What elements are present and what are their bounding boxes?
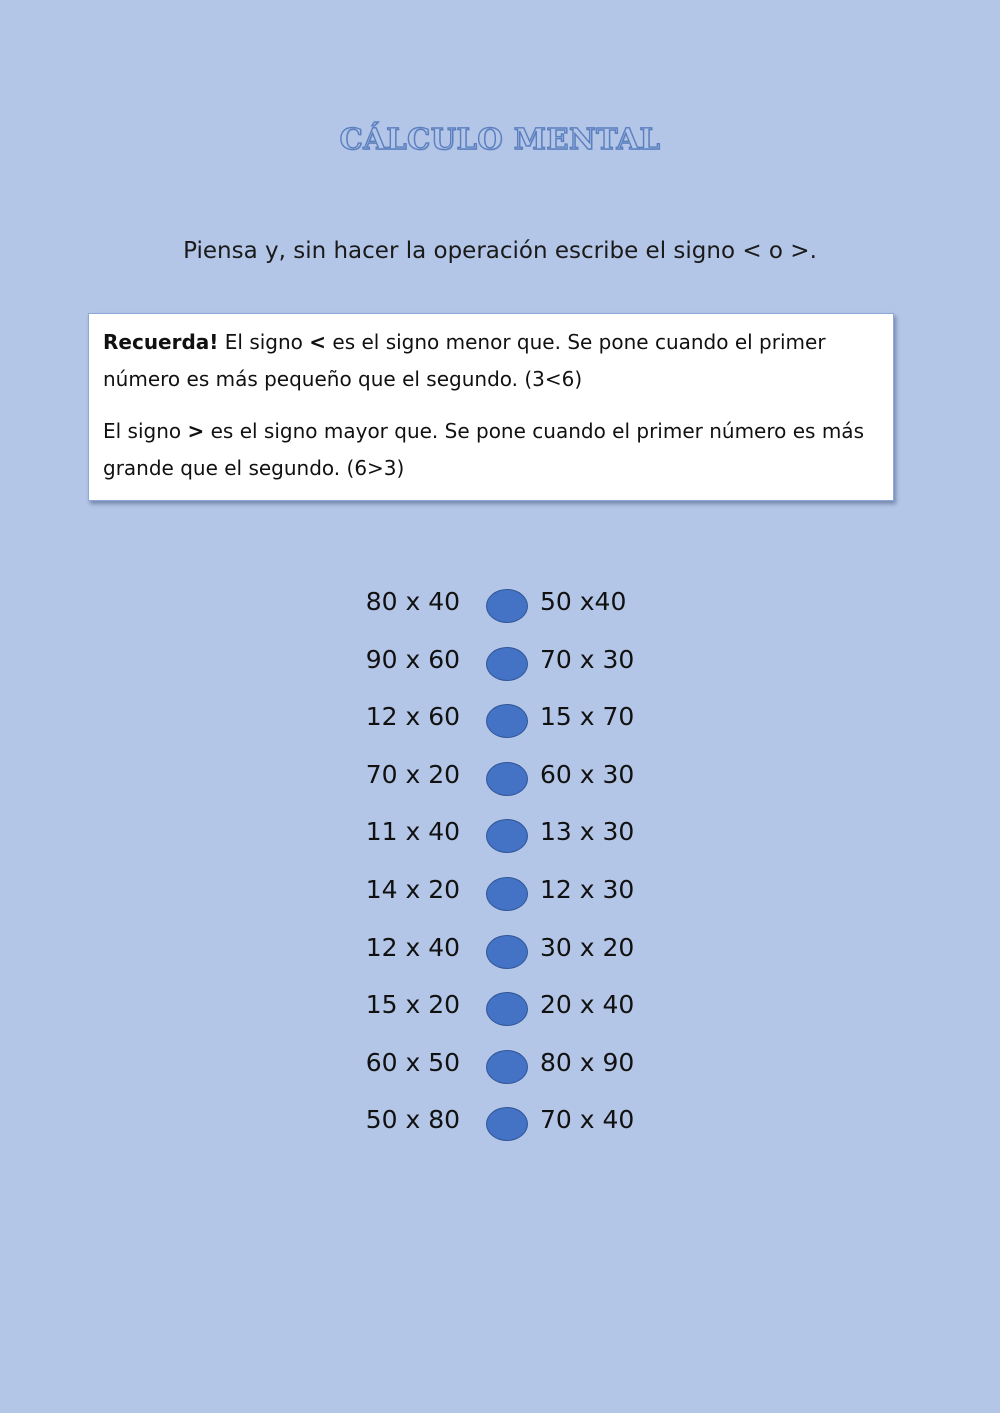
right-operation: 20 x 40 [540,990,635,1020]
answer-circle[interactable] [486,589,528,623]
left-operation: 15 x 20 [365,990,460,1020]
left-operation: 80 x 40 [365,587,460,616]
greater-than-sign: > [187,419,205,443]
reminder-line2-end: es el signo mayor que. Se pone cuando el primer número es más grande que el segundo. (6>3) [103,419,864,480]
reminder-line1-end: es el signo menor que. Se pone cuando el primer número es más pequeño que el segundo. (3<6) [103,330,826,391]
reminder-line1-start: El signo [218,330,310,354]
right-operation: 50 x40 [540,587,627,616]
right-operation: 30 x 20 [540,932,635,962]
right-operation: 13 x 30 [540,817,635,847]
reminder-box [88,313,894,501]
reminder-greater-than [103,413,879,487]
left-operation: 11 x 40 [365,817,460,847]
answer-circle[interactable] [486,704,528,738]
left-operation: 14 x 20 [365,874,460,904]
answer-circle[interactable] [486,935,528,969]
answer-circle[interactable] [486,1050,528,1084]
answer-circle[interactable] [486,992,528,1026]
exercise-row [340,1046,660,1104]
answer-circle[interactable] [486,647,528,681]
answer-circle[interactable] [486,819,528,853]
reminder-less-than [103,324,879,398]
left-operation: 60 x 50 [365,1047,460,1077]
right-operation: 80 x 90 [540,1047,635,1077]
exercise-row [340,1103,660,1161]
exercise-row [340,585,660,643]
left-operation: 12 x 40 [365,932,460,962]
exercise-row [340,988,660,1046]
exercise-row [340,758,660,816]
right-operation: 15 x 70 [540,702,635,732]
instruction-text: Piensa y, sin hacer la operación escribe el signo < o >. [183,238,817,264]
right-operation: 60 x 30 [540,759,635,789]
exercise-row [340,700,660,758]
answer-circle[interactable] [486,762,528,796]
page-title: CÁLCULO MENTAL [339,122,661,156]
right-operation: 70 x 40 [540,1105,635,1135]
less-than-sign: < [309,330,327,354]
answer-circle[interactable] [486,1107,528,1141]
left-operation: 12 x 60 [365,702,460,732]
exercise-row [340,931,660,989]
exercise-row [340,643,660,701]
reminder-label: Recuerda! [103,330,219,354]
left-operation: 50 x 80 [365,1105,460,1135]
right-operation: 70 x 30 [540,644,635,674]
right-operation: 12 x 30 [540,874,635,904]
answer-circle[interactable] [486,877,528,911]
left-operation: 90 x 60 [365,644,460,674]
exercise-row [340,815,660,873]
exercise-list [340,585,660,1161]
left-operation: 70 x 20 [365,759,460,789]
reminder-line2-start: El signo [103,419,188,443]
exercise-row [340,873,660,931]
